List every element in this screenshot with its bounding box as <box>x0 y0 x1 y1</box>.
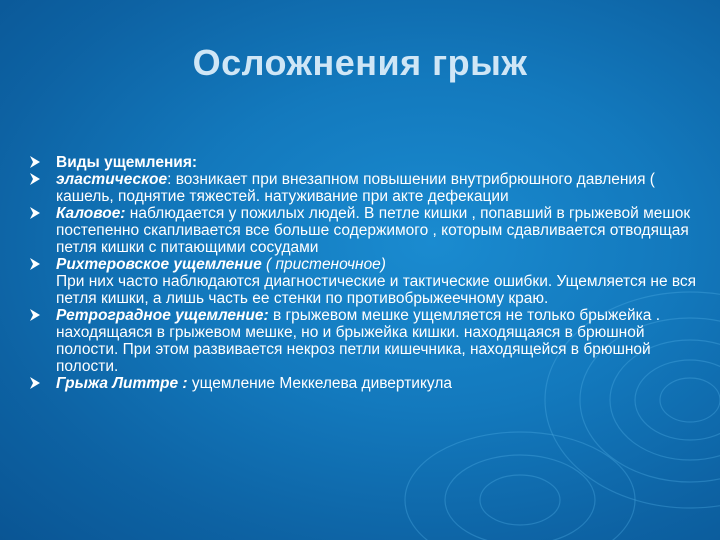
item-lead: Рихтеровское ущемление <box>56 256 262 273</box>
item-text: : возникает при внезапном повышении внутрибрюшного давления ( кашель, поднятие тяжестей. натуживание при акте дефекации <box>56 171 655 205</box>
item-text: в грыжевом мешке ущемляется не только брыжейка . находящаяся в грыжевом мешке, но и брыжейка кишки. находящаяся в брюшной полости. При этом развивается некроз петли кишечника, находящейся в брюшной полости. <box>56 307 661 375</box>
item-text: ущемление Меккелева дивертикула <box>187 375 452 392</box>
list-item <box>28 154 698 171</box>
item-lead: эластическое <box>56 171 168 188</box>
slide-title: Осложнения грыж <box>192 42 528 83</box>
arrowhead-bullet-icon <box>28 376 42 390</box>
list-item <box>28 307 698 375</box>
complications-list <box>28 154 698 392</box>
item-continuation: При них часто наблюдаются диагностические и тактические ошибки. Ущемляется не вся петля кишки, а лишь часть ее стенки по противобрыжеечному краю. <box>56 273 697 307</box>
item-lead: Виды ущемления: <box>56 154 198 171</box>
list-item <box>28 375 698 392</box>
item-lead: Ретроградное ущемление: <box>56 307 269 324</box>
item-lead: Каловое: <box>56 205 126 222</box>
item-lead: Грыжа Литтре : <box>56 375 188 392</box>
list-item <box>28 256 698 273</box>
arrowhead-bullet-icon <box>28 257 42 271</box>
arrowhead-bullet-icon <box>28 155 42 169</box>
item-text: наблюдается у пожилых людей. В петле кишки , попавший в грыжевой мешок постепенно скапливается все больше содержимого , которым сдавливается отводящая петля кишки с питающими сосудами <box>56 205 691 256</box>
arrowhead-bullet-icon <box>28 308 42 322</box>
list-item <box>28 171 698 205</box>
arrowhead-bullet-icon <box>28 206 42 220</box>
list-item <box>28 205 698 256</box>
item-text: ( пристеночное) <box>261 256 386 273</box>
arrowhead-bullet-icon <box>28 172 42 186</box>
